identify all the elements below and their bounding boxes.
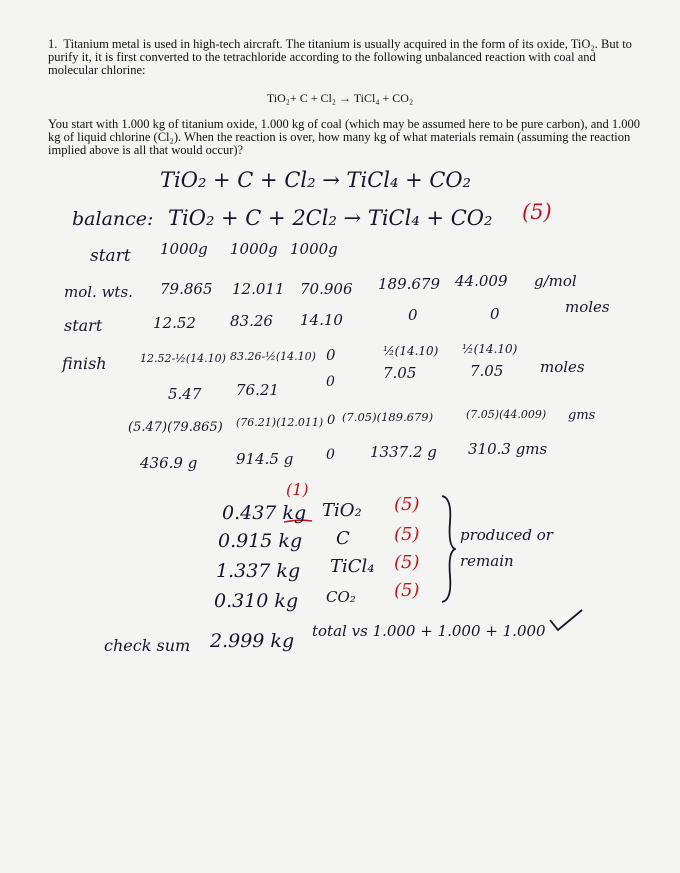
result-score-c: (5) xyxy=(394,524,420,545)
printed-reaction: TiO₂+ C + Cl₂ → TiCl₄ + CO₂ xyxy=(266,91,414,105)
grams-calc-c: (76.21)(12.011) xyxy=(236,416,324,429)
start-mass-tio2: 1000g xyxy=(160,240,208,258)
finish-moles-tio2: 5.47 xyxy=(168,385,202,403)
check-sum-comparison: total vs 1.000 + 1.000 + 1.000 xyxy=(312,622,546,640)
finish-tio2: 12.52-½(14.10) xyxy=(140,352,226,365)
start-moles-label: start xyxy=(64,316,103,335)
finish-label: finish xyxy=(62,354,107,373)
problem-intro xyxy=(48,38,648,77)
grams-calc-unit: gms xyxy=(568,408,596,423)
result-score-co2: (5) xyxy=(394,580,420,601)
result-amount-c: 0.915 kg xyxy=(218,530,303,552)
start-moles-cl2: 14.10 xyxy=(300,311,343,329)
finish-co2: ½(14.10) xyxy=(462,342,518,356)
mol-wt-cl2: 70.906 xyxy=(300,280,353,298)
start-moles-unit: moles xyxy=(565,298,610,316)
grams-calc-ticl4: (7.05)(189.679) xyxy=(342,410,434,424)
result-amount-co2: 0.310 kg xyxy=(214,590,299,612)
produced-note: produced or remain xyxy=(460,526,553,570)
check-sum-total: 2.999 kg xyxy=(210,630,295,652)
finish-moles-co2: 7.05 xyxy=(470,362,504,380)
handwritten-equation: TiO₂ + C + Cl₂ → TiCl₄ + CO₂ xyxy=(160,168,472,192)
result-score-ticl4: (5) xyxy=(394,552,420,573)
problem-question: You start with 1.000 kg of titanium oxide, 1.000 kg of coal (which may be assumed here to be pure carbon), and 1.000 kg of liquid chlorine (Cl₂). When the reaction is over, how many kg of what materials remain (assuming the reaction implied above is all that would occur)? xyxy=(48,117,641,157)
finish-cl2: 0 xyxy=(326,346,336,364)
finish-moles-unit: moles xyxy=(540,358,585,376)
start-moles-co2: 0 xyxy=(490,305,500,323)
balance-label: balance: xyxy=(72,208,154,230)
check-sum-label: check sum xyxy=(104,636,191,655)
grams-cl2: 0 xyxy=(326,447,335,463)
problem-number: 1. xyxy=(48,37,58,51)
result-species-tio2: TiO₂ xyxy=(322,500,362,521)
finish-c: 83.26-½(14.10) xyxy=(230,350,316,363)
result-score-tio2: (5) xyxy=(394,494,420,515)
result-amount-tio2: 0.437 kg xyxy=(222,502,307,524)
checkmark-icon xyxy=(548,607,584,633)
mol-wt-c: 12.011 xyxy=(232,280,285,298)
start-mass-c: 1000g xyxy=(230,240,278,258)
grams-ticl4: 1337.2 g xyxy=(370,443,437,461)
mol-wt-co2: 44.009 xyxy=(455,272,508,290)
grade-deduction: (1) xyxy=(286,480,309,499)
finish-ticl4: ½(14.10) xyxy=(383,344,439,358)
mol-wts-label: mol. wts. xyxy=(64,283,133,301)
result-species-co2: CO₂ xyxy=(326,588,356,606)
grams-calc-co2: (7.05)(44.009) xyxy=(466,408,547,421)
mol-wt-unit: g/mol xyxy=(534,272,577,290)
finish-moles-c: 76.21 xyxy=(236,381,279,399)
mol-wt-ticl4: 189.679 xyxy=(378,275,441,293)
curly-brace xyxy=(440,494,456,604)
grams-co2: 310.3 gms xyxy=(468,440,548,458)
result-species-c: C xyxy=(336,528,350,549)
grams-c: 914.5 g xyxy=(236,450,294,468)
balanced-equation: TiO₂ + C + 2Cl₂ → TiCl₄ + CO₂ xyxy=(168,206,493,230)
start-moles-tio2: 12.52 xyxy=(153,314,196,332)
grams-calc-cl2: 0 xyxy=(327,413,336,428)
result-species-ticl4: TiCl₄ xyxy=(330,556,375,577)
grams-tio2: 436.9 g xyxy=(140,454,198,472)
balance-score: (5) xyxy=(522,200,552,224)
start-mass-cl2: 1000g xyxy=(290,240,338,258)
finish-moles-ticl4: 7.05 xyxy=(383,364,417,382)
result-amount-ticl4: 1.337 kg xyxy=(216,560,301,582)
start-moles-c: 83.26 xyxy=(230,312,273,330)
mol-wt-tio2: 79.865 xyxy=(160,280,213,298)
problem-intro-text: Titanium metal is used in high-tech aircraft. The titanium is usually acquired in the form of its oxide, TiO₂. But to purify it, it is first converted to the tetrachloride according to the following unbalanced reaction with coal and molecular chlorine: xyxy=(48,37,632,77)
grams-calc-tio2: (5.47)(79.865) xyxy=(128,420,223,435)
start-mass-label: start xyxy=(90,246,131,266)
finish-moles-cl2: 0 xyxy=(326,374,335,390)
start-moles-ticl4: 0 xyxy=(408,306,418,324)
